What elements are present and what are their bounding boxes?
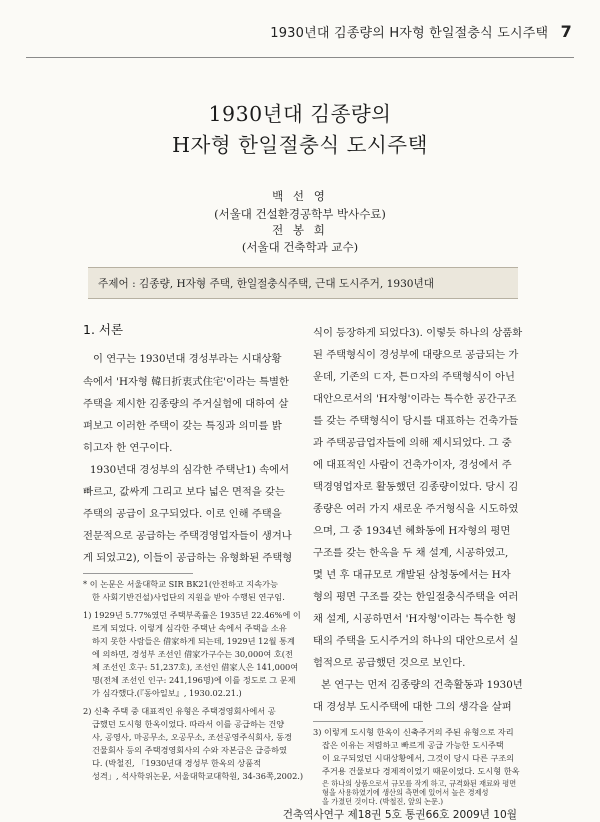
footnote-line: 건물회사 등의 주택경영회사의 수와 자본금은 급증하였 [92,745,287,755]
footnote-line: 체 조선인 호구: 51,237호), 조선인 借家人은 141,000여 [92,662,299,672]
keywords-box [88,267,518,299]
body-line: 를 갖는 주택형식이 당시를 대표하는 건축가들 [313,415,519,427]
footnote-line: 에 의하면, 경성부 조선인 借家가구수는 30,000여 호(전 [92,649,293,659]
body-line: 주택을 제시한 김종량의 주거실험에 대하여 살 [83,398,289,410]
footnote-line: 성격」, 석사학위논문, 서울대학교대학원, 34-36쪽,2002.) [92,771,304,781]
body-line: 으며, 그 중 1934년 혜화동에 H자형의 평면 [313,525,511,537]
footnote-line: 3) 이렇게 도시형 한옥이 신축주거의 주된 유형으로 자리 [313,727,514,737]
body-line: 몇 년 후 대규모로 개발된 삼청동에서는 H자 [313,569,511,581]
body-line: 히고자 한 연구이다. [83,442,173,454]
author2-name: 전 봉 희 [272,223,328,237]
body-line: 택경영업자로 활동했던 김종량이었다. 당시 김 [313,481,519,493]
running-header [26,12,574,58]
body-line: 속에서 'H자형 韓日折衷式住宅'이라는 특별한 [83,376,289,388]
body-line: 대 경성부 도시주택에 대한 그의 생각을 살펴 [313,701,512,713]
footnote-line: 가 심각했다.(『동아일보』, 1930.02.21.) [92,688,242,698]
article-title-line1: 1930년대 김종량의 [208,102,392,126]
footnote-line: 다. (박철진, 「1930년대 경성부 한옥의 상품적 [92,758,262,768]
body-line: 게 되었고2), 이들이 공급하는 유형화된 주택형 [83,552,293,564]
footnote-line: * 이 논문은 서울대학교 SIR BK21(안전하고 지속가능 [83,579,278,589]
footnote-line: 2) 신축 주택 중 대표적인 유형은 주택경영회사에서 공 [83,706,276,716]
footnote-line: 사, 공영사, 마공무소, 오공무소, 조선공영주식회사, 동경 [92,732,293,742]
body-line: 된 주택형식이 경성부에 대량으로 공급되는 가 [313,349,519,361]
footnote-line: 한 사회기반건설)사업단의 지원을 받아 수행된 연구임. [92,592,285,602]
footnote-line: 은 하나의 상품으로서 규모를 작게 하고, 규격화된 재료와 평면 [322,779,517,788]
footnote-line: 명(전체 조선인 인구: 241,196명)에 이를 정도로 그 문제 [92,675,296,685]
keywords-text: 주제어 : 김종량, H자형 주택, 한일절충식주택, 근대 도시주거, 1930년대 [98,278,435,290]
body-line: 주택의 공급이 요구되었다. 이로 인해 주택을 [83,508,282,520]
body-line: 전문적으로 공급하는 주택경영업자들이 생겨나 [83,530,292,542]
body-line: 빠르고, 값싸게 그리고 보다 넓은 면적을 갖는 [83,486,285,498]
footnote-line: 하지 못한 사람들은 借家하게 되는데, 1929년 12월 통계 [92,636,295,646]
body-line: 이 연구는 1930년대 경성부라는 시대상황 [93,353,282,365]
body-line: 구조를 갖는 한옥을 두 채 설계, 시공하였고, [313,547,509,559]
article-title-line2: H자형 한일절충식 도시주택 [172,133,428,157]
body-line: 1930년대 경성부의 심각한 주택난1) 속에서 [90,464,290,476]
page-number: 7 [560,22,572,41]
footnote-rule [83,573,193,574]
footnote-line: 을 가졌던 것이다. (박철진, 앞의 논문.) [322,797,444,806]
body-line: 과 주택공급업자들에 의해 제시되었다. 그 중 [313,437,512,449]
body-line: 본 연구는 먼저 김종량의 건축활동과 1930년 [321,679,523,691]
body-line: 펴보고 이러한 주택이 갖는 특징과 의미를 밝 [83,420,282,432]
section-heading: 1. 서론 [83,322,124,337]
footnote-line: 급했던 도시형 한옥이었다. 따라서 이를 공급하는 건양 [92,719,285,729]
footnote-line: 형을 사용하였기에 생산의 측면에 있어서 높은 경제성 [322,788,489,797]
footnote-line: 주거용 건물보다 경제적이었기 때문이었다. 도시형 한옥 [322,766,520,776]
footnote-line: 르게 되었다. 이렇게 심각한 주택난 속에서 주택을 소유 [92,623,287,633]
author1-affiliation: (서울대 건설환경공학부 박사수료) [214,207,386,221]
body-line: 식이 등장하게 되었다3). 이렇듯 하나의 상품화 [313,327,523,339]
running-title: 1930년대 김종량의 H자형 한일절충식 도시주택 [270,26,549,41]
body-line: 종량은 여러 가지 새로운 주거형식을 시도하였 [313,503,519,515]
body-line: 에 대표적인 사람이 건축가이자, 경성에서 주 [313,459,512,471]
footnote-line: 이 요구되었던 시대상황에서, 그것이 당시 다른 구조의 [322,753,515,763]
header-rule [26,57,574,58]
body-line: 채 설계, 시공하면서 'H자형'이라는 특수한 형 [313,613,517,625]
body-line: 운데, 기존의 ㄷ자, 튼ㅁ자의 주택형식이 아닌 [313,371,515,383]
journal-footer: 건축역사연구 제18권 5호 통권66호 2009년 10월 [282,809,517,821]
footnote-line: 잡은 이유는 저렴하고 빠르게 공급 가능한 도시주택 [322,740,504,750]
body-line: 험적으로 공급했던 것으로 보인다. [313,657,466,669]
author2-affiliation: (서울대 건축학과 교수) [241,240,359,254]
footnote-rule [313,721,423,722]
footnote-line: 1) 1929년 5.77%였던 주택부족률은 1935년 22.46%에 이 [83,610,301,620]
body-line: 형의 평면 구조를 갖는 한일절충식주택을 여러 [313,591,519,603]
body-line: 태의 주택을 도시주거의 하나의 대안으로서 실 [313,635,519,647]
body-line: 대안으로서의 'H자형'이라는 특수한 공간구조 [313,393,517,405]
author1-name: 백 선 영 [272,189,328,203]
